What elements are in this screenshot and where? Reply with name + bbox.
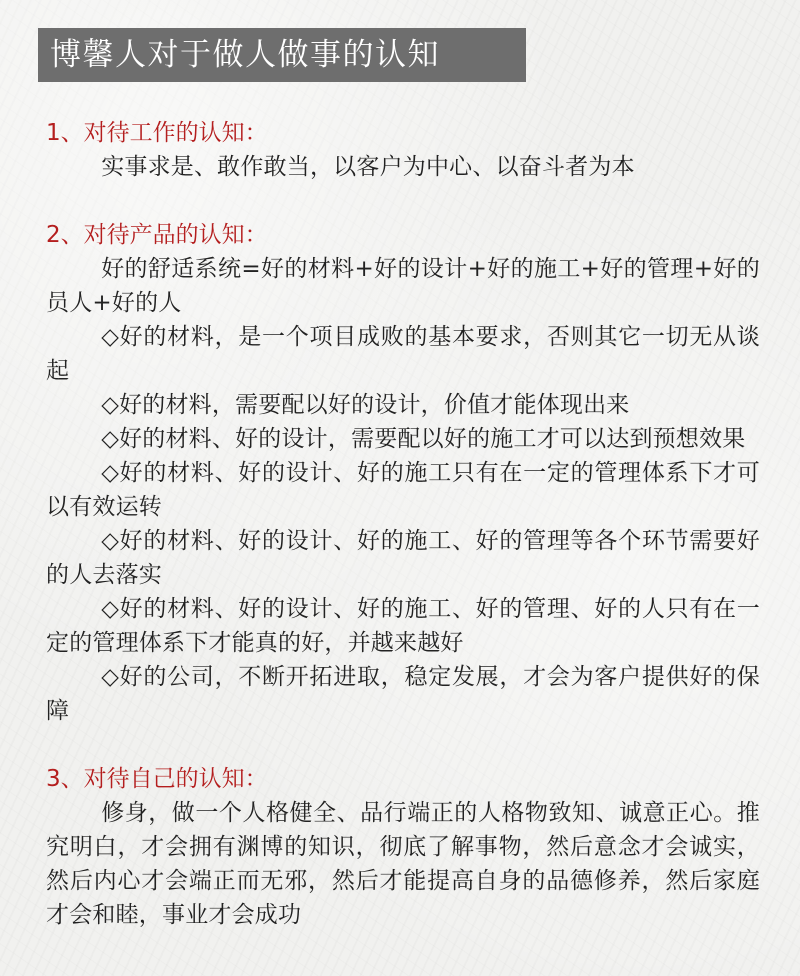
- paragraph: ◇好的材料、好的设计，需要配以好的施工才可以达到预想效果: [101, 426, 746, 452]
- paragraph: ◇好的材料、好的设计、好的施工只有在一定的管理体系下才可以有效运转: [46, 460, 760, 520]
- section-work: [46, 116, 760, 184]
- section-product: [46, 218, 760, 728]
- section-heading: 2、对待产品的认知：: [46, 222, 268, 248]
- paragraph: 实事求是、敢作敢当，以客户为中心、以奋斗者为本: [101, 154, 635, 180]
- paragraph: ◇好的材料，是一个项目成败的基本要求，否则其它一切无从谈起: [46, 324, 760, 384]
- paragraph: ◇好的材料、好的设计、好的施工、好的管理等各个环节需要好的人去落实: [46, 528, 760, 588]
- paragraph: ◇好的材料，需要配以好的设计，价值才能体现出来: [101, 392, 630, 418]
- section-heading: 3、对待自己的认知：: [46, 766, 268, 792]
- paragraph: ◇好的材料、好的设计、好的施工、好的管理、好的人只有在一定的管理体系下才能真的好，并越来越好: [46, 596, 760, 656]
- paragraph: 修身，做一个人格健全、品行端正的人格物致知、诚意正心。推究明白，才会拥有渊博的知识，彻底了解事物，然后意念才会诚实，然后内心才会端正而无邪，然后才能提高自身的品德修养，然后家庭才会和睦，事业才会成功: [46, 800, 760, 928]
- title-banner: [38, 28, 526, 82]
- page-title: 博馨人对于做人做事的认知: [50, 36, 440, 73]
- paragraph: 好的舒适系统=好的材料+好的设计+好的施工+好的管理+好的员人+好的人: [46, 256, 760, 316]
- section-heading: 1、对待工作的认知：: [46, 120, 268, 146]
- content-body: [46, 116, 760, 932]
- paragraph: ◇好的公司，不断开拓进取，稳定发展，才会为客户提供好的保障: [46, 664, 760, 724]
- section-self: [46, 762, 760, 932]
